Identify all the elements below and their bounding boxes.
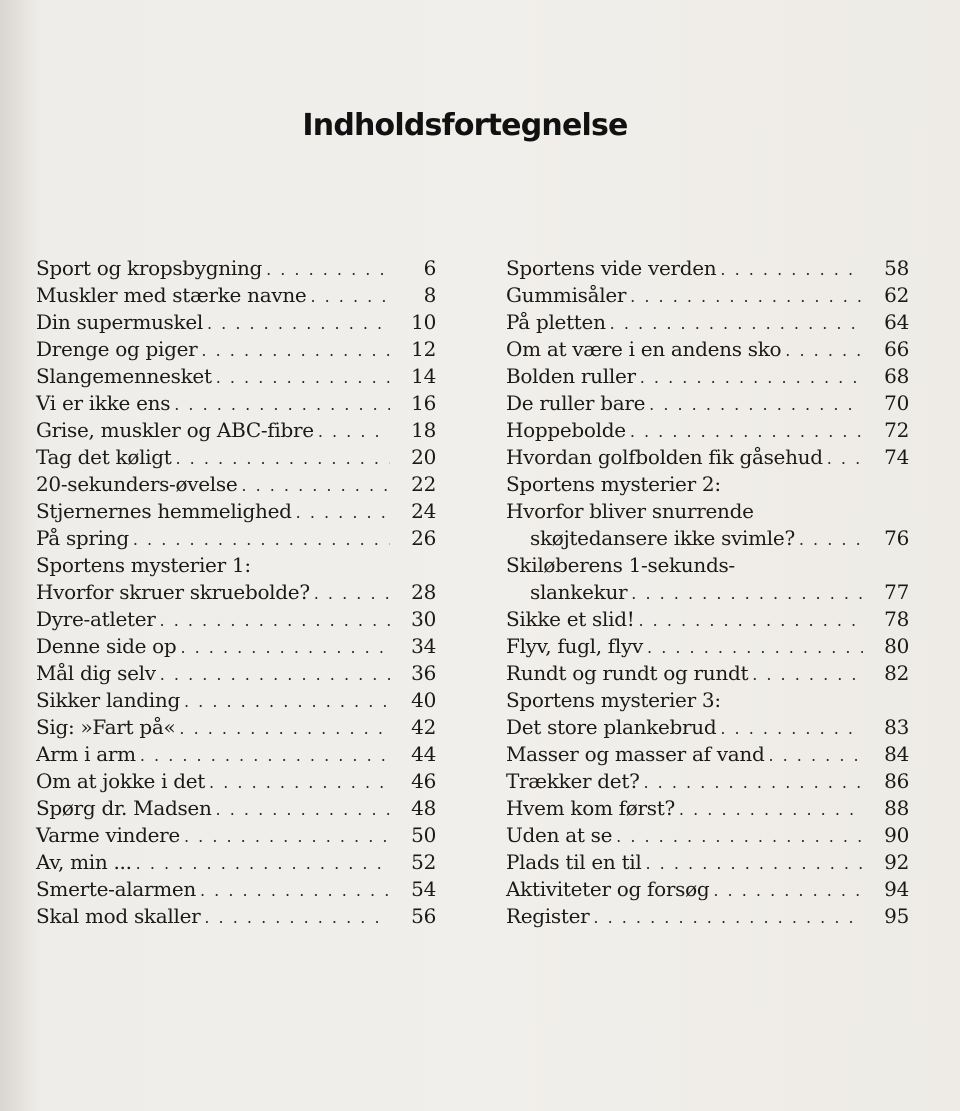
toc-entry <box>36 309 436 336</box>
dot-leader <box>132 850 390 877</box>
toc-entry <box>506 282 909 309</box>
toc-page-number: 54 <box>411 877 436 901</box>
toc-entry <box>506 849 909 876</box>
toc-entry <box>506 822 909 849</box>
toc-entry-title: Sikke et slid! <box>506 607 635 631</box>
toc-page-number: 40 <box>411 688 436 712</box>
toc-entry-title: Stjernernes hemmelighed <box>36 499 292 523</box>
toc-entry-title: Om at jokke i det <box>36 769 206 793</box>
toc-entry <box>506 741 909 768</box>
dot-leader <box>180 688 390 715</box>
dot-leader <box>156 607 390 634</box>
toc-page-number: 94 <box>884 877 909 901</box>
toc-entry-title: Muskler med stærke navne <box>36 283 307 307</box>
toc-entry <box>506 417 909 444</box>
dot-leader <box>180 823 390 850</box>
toc-page-number: 50 <box>411 823 436 847</box>
toc-entry-title: slankekur <box>530 580 628 604</box>
dot-leader <box>640 769 864 796</box>
toc-entry-title: Rundt og rundt og rundt <box>506 661 749 685</box>
dot-leader <box>643 634 863 661</box>
dot-leader <box>205 769 390 796</box>
toc-page-number: 86 <box>884 769 909 793</box>
toc-entry-title: Spørg dr. Madsen <box>36 796 212 820</box>
toc-page-number: 88 <box>884 796 909 820</box>
toc-page-number: 44 <box>411 742 436 766</box>
toc-entry <box>36 255 436 282</box>
toc-entry-title: Vi er ikke ens <box>36 391 171 415</box>
toc-entry <box>506 714 909 741</box>
toc-page-number: 30 <box>411 607 436 631</box>
toc-page-number: 68 <box>884 364 909 388</box>
toc-page-number: 90 <box>884 823 909 847</box>
toc-entry <box>506 255 909 282</box>
toc-entry-title: Sig: »Fart på« <box>36 715 176 739</box>
toc-entry-title: Av, min ... <box>36 850 132 874</box>
dot-leader <box>612 823 863 850</box>
toc-entry <box>36 660 436 687</box>
toc-page-number: 64 <box>884 310 909 334</box>
dot-leader <box>200 904 390 931</box>
toc-entry-title: Din supermuskel <box>36 310 203 334</box>
toc-entry-title: Grise, muskler og ABC-fibre <box>36 418 314 442</box>
toc-entry-title: Smerte-alarmen <box>36 877 196 901</box>
dot-leader <box>172 445 391 472</box>
dot-leader <box>764 742 863 769</box>
toc-entry <box>506 336 909 363</box>
toc-entry <box>36 876 436 903</box>
dot-leader <box>314 418 390 445</box>
toc-page-number: 74 <box>884 445 909 469</box>
toc-entry <box>506 660 909 687</box>
toc-page-number: 12 <box>411 337 436 361</box>
dot-leader <box>176 634 390 661</box>
toc-entry <box>506 768 909 795</box>
dot-leader <box>203 310 390 337</box>
toc-heading <box>506 687 909 714</box>
toc-page-number: 72 <box>884 418 909 442</box>
toc-page-number: 42 <box>411 715 436 739</box>
toc-page-number: 52 <box>411 850 436 874</box>
dot-leader <box>626 418 863 445</box>
toc-entry <box>36 417 436 444</box>
dot-leader <box>175 715 390 742</box>
toc-entry-title: Skiløberens 1-sekunds- <box>506 553 735 577</box>
toc-entry <box>36 444 436 471</box>
toc-entry-title: Drenge og piger <box>36 337 198 361</box>
toc-page-number: 76 <box>884 526 909 550</box>
toc-page-number: 56 <box>411 904 436 928</box>
dot-leader <box>156 661 390 688</box>
toc-entry-title: Tag det køligt <box>36 445 172 469</box>
dot-leader <box>606 310 863 337</box>
toc-entry <box>36 849 436 876</box>
toc-page-number: 20 <box>411 445 436 469</box>
toc-entry-title: Arm i arm <box>36 742 136 766</box>
toc-page-number: 26 <box>411 526 436 550</box>
toc-page-number: 6 <box>423 256 436 280</box>
toc-entry-title: På spring <box>36 526 129 550</box>
dot-leader <box>306 283 390 310</box>
toc-entry-title: Slangemennesket <box>36 364 212 388</box>
dot-leader <box>136 742 390 769</box>
toc-entry-title: Dyre-atleter <box>36 607 156 631</box>
toc-entry <box>36 525 436 552</box>
dot-leader <box>212 796 390 823</box>
toc-entry <box>506 444 909 471</box>
toc-page-number: 62 <box>884 283 909 307</box>
toc-entry-title: Hvordan golfbolden fik gåsehud <box>506 445 823 469</box>
toc-entry <box>506 903 909 930</box>
dot-leader <box>645 391 863 418</box>
toc-entry-title: Gummisåler <box>506 283 627 307</box>
toc-entry-title: Varme vindere <box>36 823 180 847</box>
dot-leader <box>310 580 390 607</box>
toc-entry-title: 20-sekunders-øvelse <box>36 472 238 496</box>
toc-entry-title: Mål dig selv <box>36 661 156 685</box>
toc-entry <box>36 795 436 822</box>
toc-entry <box>36 390 436 417</box>
toc-entry <box>506 606 909 633</box>
dot-leader <box>237 472 390 499</box>
dot-leader <box>716 256 863 283</box>
toc-page-number: 77 <box>884 580 909 604</box>
toc-entry <box>36 903 436 930</box>
toc-entry <box>506 876 909 903</box>
toc-entry-title: Sportens vide verden <box>506 256 717 280</box>
dot-leader <box>795 526 863 553</box>
toc-entry <box>36 822 436 849</box>
toc-entry-title: Register <box>506 904 590 928</box>
toc-entry-title: Hvem kom først? <box>506 796 675 820</box>
toc-page-number: 46 <box>411 769 436 793</box>
toc-page-number: 84 <box>884 742 909 766</box>
toc-page-number: 78 <box>884 607 909 631</box>
dot-leader <box>823 445 863 472</box>
toc-heading <box>506 552 909 579</box>
toc-entry-title: Hvorfor skruer skruebolde? <box>36 580 310 604</box>
toc-page-number: 70 <box>884 391 909 415</box>
dot-leader <box>636 364 863 391</box>
toc-entry <box>36 741 436 768</box>
toc-entry-title: Sportens mysterier 2: <box>506 472 721 496</box>
toc-page-number: 34 <box>411 634 436 658</box>
toc-page-number: 24 <box>411 499 436 523</box>
dot-leader <box>196 877 390 904</box>
toc-entry <box>36 714 436 741</box>
toc-entry-title: Hvorfor bliver snurrende <box>506 499 754 523</box>
toc-entry <box>36 363 436 390</box>
toc-entry <box>36 687 436 714</box>
toc-entry-title: Hoppebolde <box>506 418 626 442</box>
toc-page-number: 80 <box>884 634 909 658</box>
toc-page-number: 16 <box>411 391 436 415</box>
toc-heading <box>506 498 909 525</box>
toc-entry-title: Sportens mysterier 3: <box>506 688 721 712</box>
toc-page-number: 66 <box>884 337 909 361</box>
toc-entry <box>506 309 909 336</box>
dot-leader <box>709 877 863 904</box>
dot-leader <box>589 904 863 931</box>
dot-leader <box>626 283 863 310</box>
toc-page-number: 95 <box>884 904 909 928</box>
dot-leader <box>634 607 863 634</box>
dot-leader <box>781 337 863 364</box>
toc-right-column <box>506 255 909 930</box>
toc-entry <box>36 633 436 660</box>
toc-page-number: 82 <box>884 661 909 685</box>
toc-page-number: 28 <box>411 580 436 604</box>
toc-page-number: 10 <box>411 310 436 334</box>
toc-entry-title: Aktiviteter og forsøg <box>506 877 710 901</box>
toc-heading <box>506 471 909 498</box>
toc-entry <box>506 633 909 660</box>
dot-leader <box>716 715 863 742</box>
toc-page-number: 58 <box>884 256 909 280</box>
toc-entry <box>36 579 436 606</box>
toc-entry-title: Om at være i en andens sko <box>506 337 782 361</box>
toc-entry <box>36 336 436 363</box>
dot-leader <box>197 337 390 364</box>
toc-entry-title: Masser og masser af vand <box>506 742 765 766</box>
toc-entry-title: Det store plankebrud <box>506 715 717 739</box>
dot-leader <box>212 364 390 391</box>
toc-entry <box>36 282 436 309</box>
toc-heading <box>36 552 436 579</box>
toc-entry-title: Sportens mysterier 1: <box>36 553 251 577</box>
toc-page-number: 14 <box>411 364 436 388</box>
dot-leader <box>627 580 863 607</box>
toc-entry-title: skøjtedansere ikke svimle? <box>530 526 795 550</box>
toc-entry <box>506 579 909 606</box>
toc-entry <box>36 498 436 525</box>
toc-page-number: 22 <box>411 472 436 496</box>
dot-leader <box>642 850 864 877</box>
toc-entry <box>506 795 909 822</box>
dot-leader <box>748 661 863 688</box>
toc-entry <box>36 471 436 498</box>
dot-leader <box>292 499 390 526</box>
dot-leader <box>170 391 390 418</box>
toc-page-number: 8 <box>423 283 436 307</box>
toc-page-number: 36 <box>411 661 436 685</box>
toc-entry-title: Plads til en til <box>506 850 642 874</box>
toc-entry <box>36 768 436 795</box>
toc-entry-title: Bolden ruller <box>506 364 636 388</box>
toc-page-number: 83 <box>884 715 909 739</box>
toc-entry-title: Trækker det? <box>506 769 640 793</box>
toc-entry-title: De ruller bare <box>506 391 646 415</box>
toc-entry <box>506 363 909 390</box>
toc-entry-title: Skal mod skaller <box>36 904 201 928</box>
toc-entry-title: På pletten <box>506 310 606 334</box>
toc-entry-title: Sikker landing <box>36 688 180 712</box>
toc-entry-title: Sport og kropsbygning <box>36 256 263 280</box>
dot-leader <box>129 526 390 553</box>
toc-entry-title: Flyv, fugl, flyv <box>506 634 644 658</box>
dot-leader <box>675 796 863 823</box>
page-title: Indholdsfortegnelse <box>302 108 628 143</box>
toc-page-number: 92 <box>884 850 909 874</box>
toc-entry <box>506 390 909 417</box>
dot-leader <box>262 256 390 283</box>
toc-page-number: 48 <box>411 796 436 820</box>
toc-entry <box>36 606 436 633</box>
toc-page-number: 18 <box>411 418 436 442</box>
toc-entry <box>506 525 909 552</box>
toc-entry-title: Uden at se <box>506 823 613 847</box>
toc-left-column <box>36 255 436 930</box>
toc-entry-title: Denne side op <box>36 634 177 658</box>
